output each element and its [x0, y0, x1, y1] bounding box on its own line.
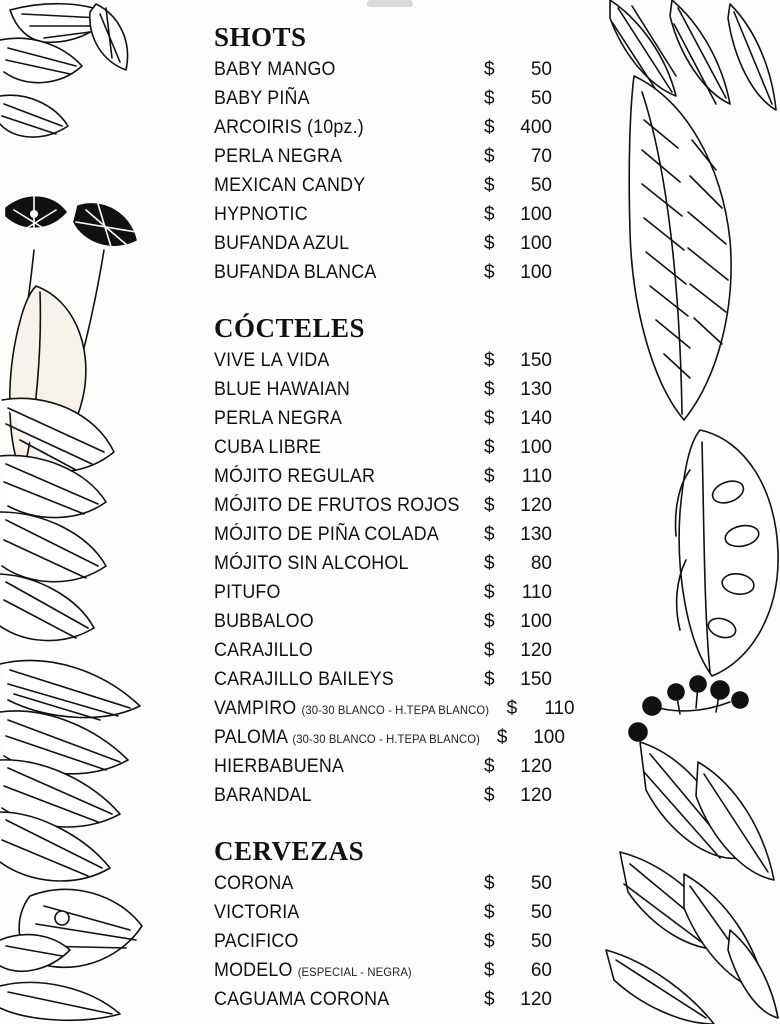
currency-symbol: $: [484, 873, 495, 894]
item-name: HIERBABUENA: [214, 756, 345, 777]
price-amount: 110: [544, 698, 575, 719]
item-price: [484, 350, 568, 372]
currency-symbol: $: [484, 233, 495, 254]
menu-row: [212, 785, 568, 814]
item-price: [484, 117, 568, 139]
item-name: CORONA: [214, 873, 294, 894]
menu-row: [212, 902, 568, 931]
currency-symbol: $: [484, 146, 495, 167]
menu-row: [212, 88, 568, 117]
currency-symbol: $: [484, 262, 495, 283]
price-amount: 100: [520, 262, 552, 283]
currency-symbol: $: [484, 785, 495, 806]
item-name: MÓJITO DE FRUTOS ROJOS: [214, 495, 460, 516]
menu-section-cocteles: [212, 313, 575, 814]
item-price: [484, 582, 568, 604]
currency-symbol: $: [484, 59, 495, 80]
item-price: [484, 785, 568, 807]
currency-symbol: $: [484, 756, 495, 777]
section-title-shots: SHOTS: [214, 22, 307, 52]
menu-row: [212, 146, 568, 175]
currency-symbol: $: [484, 931, 495, 952]
menu-row: [212, 59, 568, 88]
menu-row: [212, 931, 568, 960]
item-price: [484, 611, 568, 633]
price-amount: 100: [520, 204, 552, 225]
item-price: [484, 59, 568, 81]
item-name: BUFANDA AZUL: [214, 233, 350, 254]
menu-row: [212, 495, 568, 524]
item-name: HYPNOTIC: [214, 204, 308, 225]
item-price: [484, 553, 568, 575]
item-name: MÓJITO REGULAR: [214, 466, 376, 487]
item-price: [484, 204, 568, 226]
item-price: [484, 466, 568, 488]
item-price: [484, 262, 568, 284]
currency-symbol: $: [484, 582, 495, 603]
item-price: [484, 902, 568, 924]
item-name: PITUFO: [214, 582, 281, 603]
item-price: [484, 175, 568, 197]
currency-symbol: $: [484, 350, 495, 371]
currency-symbol: $: [484, 989, 495, 1010]
price-amount: 120: [520, 989, 552, 1010]
currency-symbol: $: [484, 117, 495, 138]
menu-row: [212, 350, 568, 379]
menu-row: [212, 233, 568, 262]
menu-row: [212, 379, 568, 408]
item-name: [214, 960, 468, 982]
menu-row: [212, 553, 568, 582]
menu-row: [212, 408, 568, 437]
price-amount: 120: [520, 640, 552, 661]
menu-row: [212, 117, 568, 146]
section-title-cervezas: CERVEZAS: [214, 836, 365, 866]
price-amount: 120: [520, 785, 552, 806]
price-amount: 50: [530, 902, 552, 923]
price-amount: 50: [530, 931, 552, 952]
menu-row: [212, 611, 568, 640]
item-name: [214, 698, 489, 720]
menu-row: [212, 582, 568, 611]
item-name-text: PALOMA: [214, 727, 288, 748]
item-name: PERLA NEGRA: [214, 408, 343, 429]
currency-symbol: $: [484, 611, 495, 632]
currency-symbol: $: [484, 379, 495, 400]
currency-symbol: $: [484, 495, 495, 516]
item-name: CARAJILLO BAILEYS: [214, 669, 394, 690]
price-amount: 100: [520, 611, 552, 632]
item-price: [484, 640, 568, 662]
item-name: CAGUAMA CORONA: [214, 989, 390, 1010]
menu-row: [212, 756, 568, 785]
currency-symbol: $: [484, 902, 495, 923]
currency-symbol: $: [484, 408, 495, 429]
item-note: (30-30 BLANCO - H.TEPA BLANCO): [292, 732, 480, 746]
item-name-text: MODELO: [214, 960, 293, 981]
menu-row: [212, 204, 568, 233]
menu-section-cervezas: [212, 836, 568, 1018]
currency-symbol: $: [496, 727, 508, 748]
price-amount: 50: [530, 175, 552, 196]
menu-row: [212, 640, 568, 669]
currency-symbol: $: [484, 175, 495, 196]
currency-symbol: $: [484, 669, 495, 690]
currency-symbol: $: [484, 437, 495, 458]
menu-row: [212, 466, 568, 495]
menu-row: [212, 698, 575, 727]
menu-row: [212, 437, 568, 466]
menu-row: [212, 960, 568, 989]
currency-symbol: $: [484, 640, 495, 661]
item-price: [507, 698, 591, 720]
price-amount: 120: [520, 756, 552, 777]
item-name: MEXICAN CANDY: [214, 175, 366, 196]
item-price: [484, 989, 568, 1011]
menu-content: [212, 0, 575, 1022]
price-amount: 100: [520, 437, 552, 458]
price-amount: 100: [520, 233, 552, 254]
price-amount: 60: [530, 960, 552, 981]
item-price: [484, 408, 568, 430]
menu-row: [212, 262, 568, 291]
tropical-leaves-right-icon: [580, 0, 780, 1024]
currency-symbol: $: [484, 204, 495, 225]
item-name: BABY PIÑA: [214, 88, 310, 109]
price-amount: 130: [520, 524, 552, 545]
menu-row: [212, 524, 568, 553]
item-price: [497, 727, 581, 749]
menu-row: [212, 873, 568, 902]
price-amount: 50: [530, 873, 552, 894]
menu-row: [212, 989, 568, 1018]
item-price: [484, 873, 568, 895]
item-name: BABY MANGO: [214, 59, 336, 80]
currency-symbol: $: [484, 466, 495, 487]
price-amount: 100: [533, 727, 565, 748]
item-price: [484, 233, 568, 255]
item-price: [484, 88, 568, 110]
item-note: (ESPECIAL - NEGRA): [297, 965, 412, 979]
item-name: MÓJITO SIN ALCOHOL: [214, 553, 409, 574]
price-amount: 50: [530, 88, 552, 109]
item-note: (30-30 BLANCO - H.TEPA BLANCO): [301, 703, 490, 717]
item-name: BLUE HAWAIAN: [214, 379, 350, 400]
section-title-cocteles: CÓCTELES: [214, 313, 366, 343]
item-name: [214, 727, 480, 749]
item-name: BUFANDA BLANCA: [214, 262, 377, 283]
price-amount: 50: [530, 59, 552, 80]
price-amount: 70: [530, 146, 552, 167]
item-price: [484, 756, 568, 778]
item-price: [484, 379, 568, 401]
price-amount: 110: [521, 466, 552, 487]
item-name: PACIFICO: [214, 931, 299, 952]
item-name: MÓJITO DE PIÑA COLADA: [214, 524, 439, 545]
item-name: BUBBALOO: [214, 611, 314, 632]
item-name: VICTORIA: [214, 902, 300, 923]
menu-row: [212, 727, 568, 756]
price-amount: 150: [520, 669, 552, 690]
currency-symbol: $: [506, 698, 518, 719]
price-amount: 140: [520, 408, 552, 429]
price-amount: 400: [520, 117, 552, 138]
item-price: [484, 669, 568, 691]
menu-section-shots: [212, 22, 568, 291]
price-amount: 80: [530, 553, 552, 574]
price-amount: 130: [520, 379, 552, 400]
tropical-leaves-left-icon: [0, 0, 210, 1024]
item-name-text: VAMPIRO: [214, 698, 297, 719]
item-price: [484, 524, 568, 546]
item-name: BARANDAL: [214, 785, 312, 806]
item-name: VIVE LA VIDA: [214, 350, 330, 371]
currency-symbol: $: [484, 88, 495, 109]
item-price: [484, 495, 568, 517]
item-price: [484, 960, 568, 982]
menu-row: [212, 669, 568, 698]
item-price: [484, 146, 568, 168]
price-amount: 110: [521, 582, 552, 603]
menu-row: [212, 175, 568, 204]
item-name: CUBA LIBRE: [214, 437, 322, 458]
price-amount: 120: [520, 495, 552, 516]
item-name: PERLA NEGRA: [214, 146, 343, 167]
item-name: CARAJILLO: [214, 640, 313, 661]
currency-symbol: $: [484, 553, 495, 574]
currency-symbol: $: [484, 524, 495, 545]
item-price: [484, 931, 568, 953]
item-price: [484, 437, 568, 459]
price-amount: 150: [520, 350, 552, 371]
item-name: ARCOIRIS (10pz.): [214, 117, 364, 138]
currency-symbol: $: [484, 960, 495, 981]
